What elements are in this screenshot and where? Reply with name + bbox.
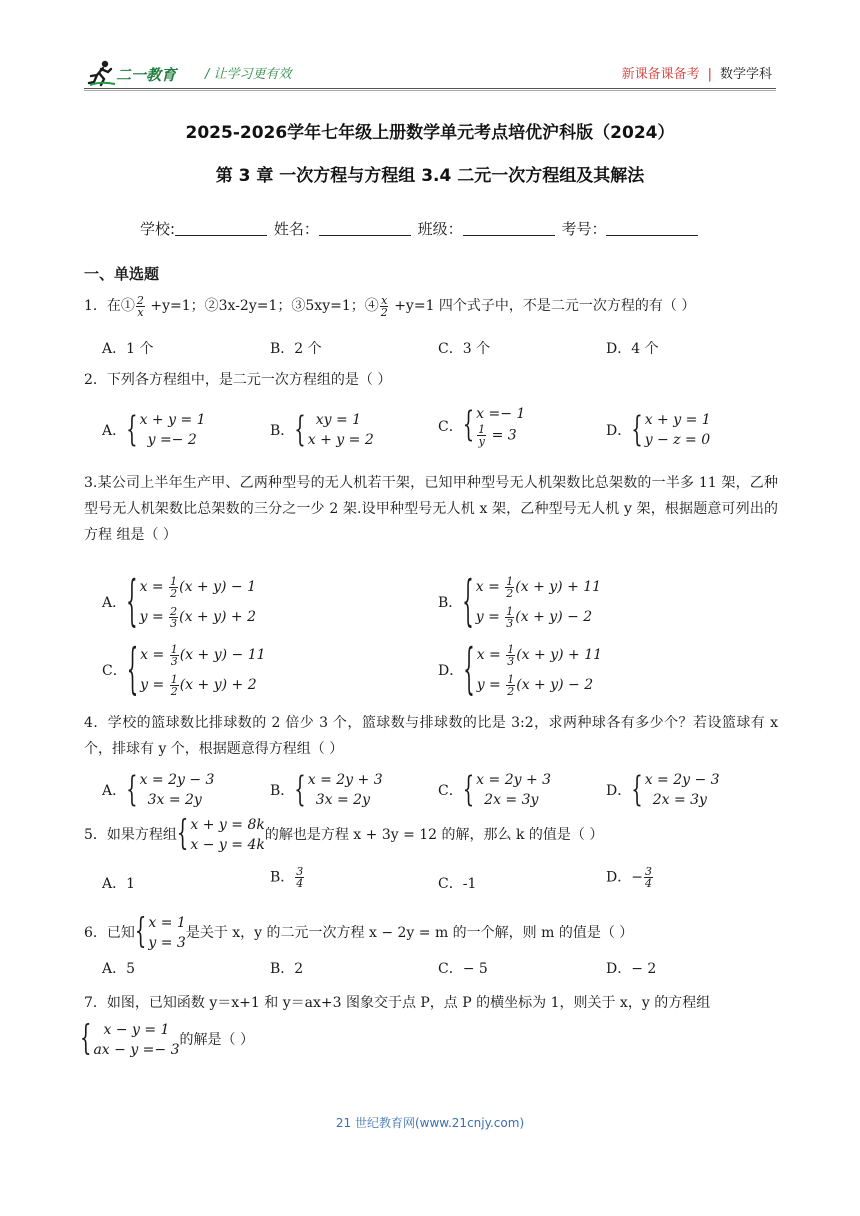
brace-icon: { — [462, 570, 474, 634]
number-label: 考号： — [561, 220, 607, 238]
brace-icon: { — [462, 770, 475, 810]
q1-option-a[interactable]: A．1 个 — [102, 341, 154, 357]
brace-icon: { — [631, 770, 643, 810]
q5-option-b[interactable]: B． $\frac{3}{4}$ — [270, 865, 304, 890]
question-4: 4．学校的篮球数比排球数的 2 倍少 3 个，篮球数与排球数的比是 3:2，求两种球各有多少个？若设篮球有 x 个，排球有 y 个，根据题意得方程组（ ） — [84, 715, 778, 757]
page-title: 2025-2026学年七年级上册数学单元考点培优沪科版（2024） — [185, 123, 675, 143]
question-6: 6．已知 { x = 1 y = 3 是关于 x，y 的二元一次方程 x − 2y = m 的一个解，则 m 的值是（ ） — [84, 913, 633, 953]
header-divider — [84, 88, 776, 89]
q3-option-c[interactable]: C． { x = $\frac{1}{3}$ (x + y) − 11 y = $\frac{1}{2}$ (x + y) + 2 — [102, 638, 266, 702]
brace-icon: { — [80, 1019, 92, 1059]
q6-option-d[interactable]: D．− 2 — [606, 961, 657, 977]
runner-logo-icon — [86, 58, 116, 88]
page-subtitle: 第 3 章 一次方程与方程组 3.4 二元一次方程组及其解法 — [215, 166, 645, 186]
name-label: 姓名： — [273, 220, 319, 238]
school-label: 学校: — [140, 220, 176, 238]
question-7-system: { x − y = 1 ax − y =− 3 的解是（ ） — [80, 1020, 254, 1060]
q5-option-d[interactable]: D．− $\frac{3}{4}$ — [606, 865, 652, 890]
q6-option-b[interactable]: B．2 — [270, 961, 304, 977]
q2-option-b[interactable]: B． { xy = 1 x + y = 2 — [270, 410, 374, 450]
brace-icon: { — [134, 912, 147, 952]
q5-option-c[interactable]: C．-1 — [438, 876, 477, 892]
q4-option-c[interactable]: C． { x = 2y + 3 2x = 3y — [438, 770, 552, 810]
q1-suffix: +y=1 四个式子中，不是二元一次方程的有（ ） — [389, 298, 696, 314]
q1-prefix: 1．在① — [84, 298, 135, 314]
question-2: 2．下列各方程组中，是二元一次方程组的是（ ） — [84, 372, 392, 388]
logo — [86, 58, 201, 90]
class-label: 班级： — [417, 220, 463, 238]
q4-option-a[interactable]: A． { x = 2y − 3 3x = 2y — [102, 770, 215, 810]
q2-option-d[interactable]: D． { x + y = 1 y − z = 0 — [606, 410, 711, 450]
brace-icon: { — [294, 410, 306, 450]
school-field[interactable] — [175, 221, 267, 236]
q1-frac-1: $\frac{2}{x}$ — [136, 293, 144, 319]
header-course-tag: 新课备课备考 — [621, 67, 700, 82]
name-field[interactable] — [319, 221, 411, 236]
q6-option-a[interactable]: A．5 — [102, 961, 136, 977]
brace-icon: { — [463, 638, 475, 702]
student-info-row — [140, 218, 700, 239]
q5-option-a[interactable]: A．1 — [102, 876, 136, 892]
q2-option-c[interactable]: C． { x =− 1 $\frac{1}{y}$ = 3 — [438, 405, 526, 448]
question-7: 7．如图，已知函数 y＝x+1 和 y＝ax+3 图象交于点 P，点 P 的横坐标为 1，则关于 x，y 的方程组 — [84, 995, 711, 1011]
section-heading: 一、单选题 — [84, 265, 160, 283]
q3-option-b[interactable]: B． { x = $\frac{1}{2}$ (x + y) + 11 y = $\frac{1}{3}$ (x + y) − 2 — [438, 570, 602, 634]
q4-option-d[interactable]: D． { x = 2y − 3 2x = 3y — [606, 770, 720, 810]
header-separator: | — [707, 67, 712, 82]
page-footer: 21 世纪教育网(www.21cnjy.com) — [335, 1116, 525, 1130]
q1-option-c[interactable]: C．3 个 — [438, 341, 491, 357]
brace-icon: { — [176, 814, 189, 854]
question-5: 5．如果方程组 { x + y = 8k x − y = 4k 的解也是方程 x + 3y = 12 的解，那么 k 的值是（ ） — [84, 815, 603, 855]
logo-text: 二一教育 — [116, 66, 177, 84]
q2-option-a[interactable]: A． { x + y = 1 y =− 2 — [102, 410, 206, 450]
brace-icon: { — [294, 770, 306, 810]
number-field[interactable] — [606, 221, 698, 236]
question-1 — [84, 293, 695, 319]
brace-icon: { — [126, 570, 138, 634]
header-subject: 数学学科 — [719, 67, 772, 82]
q3-option-a[interactable]: A． { x = $\frac{1}{2}$ (x + y) − 1 y = $\frac{2}{3}$ (x + y) + 2 — [102, 570, 257, 634]
q1-option-d[interactable]: D．4 个 — [606, 341, 659, 357]
question-3: 3.某公司上半年生产甲、乙两种型号的无人机若干架，已知甲种型号无人机架数比总架数的一半多 11 架，乙种型号无人机架数比总架数的三分之一少 2 架.设甲种型号无人机 x 架，乙种型号无人机 y 架，根据题意可列出的方程 组是（ ） — [84, 475, 778, 543]
q1-frac-2: $\frac{x}{2}$ — [380, 293, 388, 319]
brace-icon: { — [126, 638, 139, 702]
q6-option-c[interactable]: C．− 5 — [438, 961, 488, 977]
q4-option-b[interactable]: B． { x = 2y + 3 3x = 2y — [270, 770, 383, 810]
class-field[interactable] — [463, 221, 555, 236]
brace-icon: { — [631, 410, 643, 450]
header-right — [622, 63, 772, 82]
brace-icon: { — [462, 405, 475, 446]
brace-icon: { — [126, 770, 138, 810]
q1-option-b[interactable]: B．2 个 — [270, 341, 322, 357]
q3-option-d[interactable]: D． { x = $\frac{1}{3}$ (x + y) + 11 y = $\frac{1}{2}$ (x + y) − 2 — [438, 638, 603, 702]
q1-mid: +y=1；②3x-2y=1；③5xy=1；④ — [145, 298, 379, 314]
brace-icon: { — [126, 410, 138, 450]
slogan: / 让学习更有效 — [205, 67, 292, 82]
header-divider-thin — [84, 90, 776, 91]
